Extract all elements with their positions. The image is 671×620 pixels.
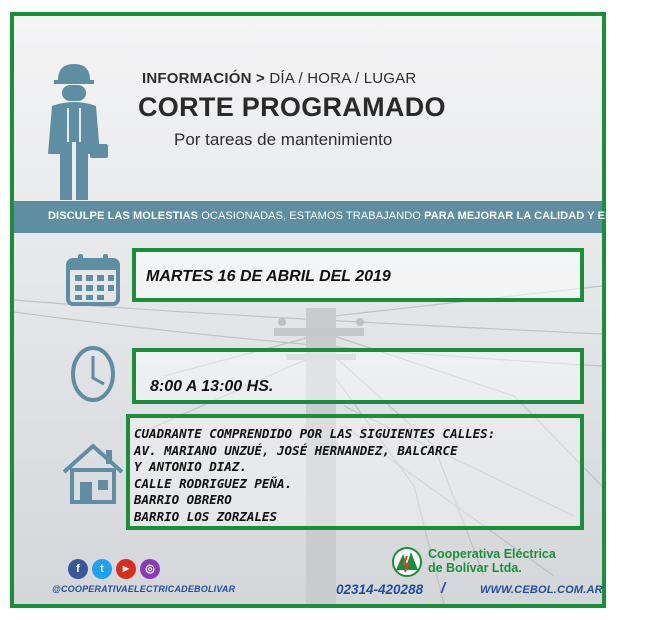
clock-icon — [68, 344, 118, 404]
location-line: Y ANTONIO DIAZ. — [134, 459, 247, 475]
cooperative-name-line-2: de Bolívar Ltda. — [428, 561, 522, 575]
banner-part-1: DISCULPE LAS MOLESTIAS — [48, 210, 199, 222]
location-line: CUADRANTE COMPRENDIDO POR LAS SIGUIENTES CALLES: — [134, 426, 496, 441]
page-subtitle: Por tareas de mantenimiento — [174, 130, 393, 149]
house-icon — [60, 442, 126, 506]
twitter-icon[interactable]: t — [92, 559, 112, 579]
info-detail: DÍA / HORA / LUGAR — [265, 70, 417, 87]
calendar-icon — [64, 252, 122, 308]
cooperative-name — [428, 547, 556, 575]
instagram-icon[interactable]: ◎ — [140, 559, 160, 579]
info-label: INFORMACIÓN > — [142, 70, 266, 87]
worker-icon — [44, 62, 110, 204]
location-line: BARRIO LOS ZORZALES — [134, 508, 277, 524]
info-line — [142, 70, 416, 87]
cooperative-name-line-1: Cooperativa Eléctrica — [428, 547, 556, 561]
social-handle[interactable]: @COOPERATIVAELECTRICADEBOLIVAR — [52, 584, 236, 594]
banner-part-3: PARA MEJORAR LA CALIDAD Y EL SERVICIO. — [424, 210, 671, 222]
time-text: 8:00 A 13:00 HS. — [150, 378, 274, 395]
cooperative-logo-icon — [392, 546, 422, 578]
banner-part-2: OCASIONADAS, ESTAMOS TRABAJANDO — [198, 210, 425, 222]
location-line: BARRIO OBRERO — [134, 492, 232, 508]
phone-number[interactable]: 02314-420288 — [336, 582, 424, 597]
website-link[interactable]: WWW.CEBOL.COM.AR — [480, 584, 603, 596]
location-text — [134, 426, 495, 526]
youtube-icon[interactable]: ▶ — [116, 559, 136, 579]
date-text: MARTES 16 DE ABRIL DEL 2019 — [146, 268, 391, 285]
location-line: AV. MARIANO UNZUÉ, JOSÉ HERNANDEZ, BALCARCE — [134, 442, 458, 458]
page-title: CORTE PROGRAMADO — [138, 92, 446, 122]
apology-banner-text — [48, 210, 671, 222]
footer-separator: / — [441, 580, 446, 597]
poster-frame — [10, 12, 671, 608]
location-line: CALLE RODRIGUEZ PEÑA. — [134, 475, 293, 491]
facebook-icon[interactable]: f — [68, 559, 88, 579]
